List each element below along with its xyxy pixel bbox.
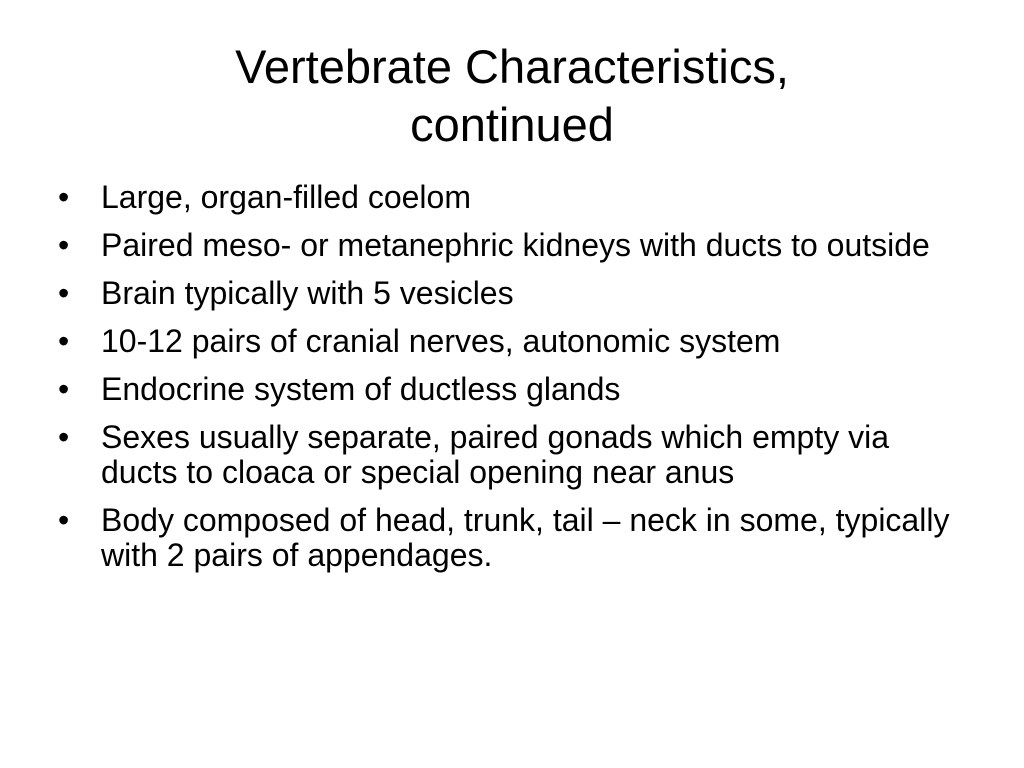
slide-title-line-2: continued [410,98,614,151]
bullet-item [58,276,968,311]
bullet-item [58,228,968,263]
bullet-marker: • [58,227,70,263]
bullet-item [58,503,968,573]
bullet-text: 10-12 pairs of cranial nerves, autonomic system [101,323,781,359]
bullet-text: Large, organ-filled coelom [101,179,471,215]
bullet-list [58,180,968,586]
bullet-marker: • [58,502,70,538]
bullet-text: Body composed of head, trunk, tail – neck in some, typically with 2 pairs of appendages. [101,502,950,573]
bullet-marker: • [58,275,70,311]
bullet-marker: • [58,371,70,407]
slide-title-line-1: Vertebrate Characteristics, [235,40,789,93]
bullet-item [58,180,968,215]
bullet-item [58,372,968,407]
bullet-text: Endocrine system of ductless glands [101,371,621,407]
bullet-text: Brain typically with 5 vesicles [101,275,514,311]
bullet-item [58,324,968,359]
bullet-item [58,420,968,490]
bullet-text: Sexes usually separate, paired gonads which empty via ducts to cloaca or special opening near anus [101,419,889,490]
bullet-text: Paired meso- or metanephric kidneys with ducts to outside [101,227,930,263]
bullet-marker: • [58,323,70,359]
slide-title [0,38,1024,154]
bullet-marker: • [58,179,70,215]
bullet-marker: • [58,419,70,455]
